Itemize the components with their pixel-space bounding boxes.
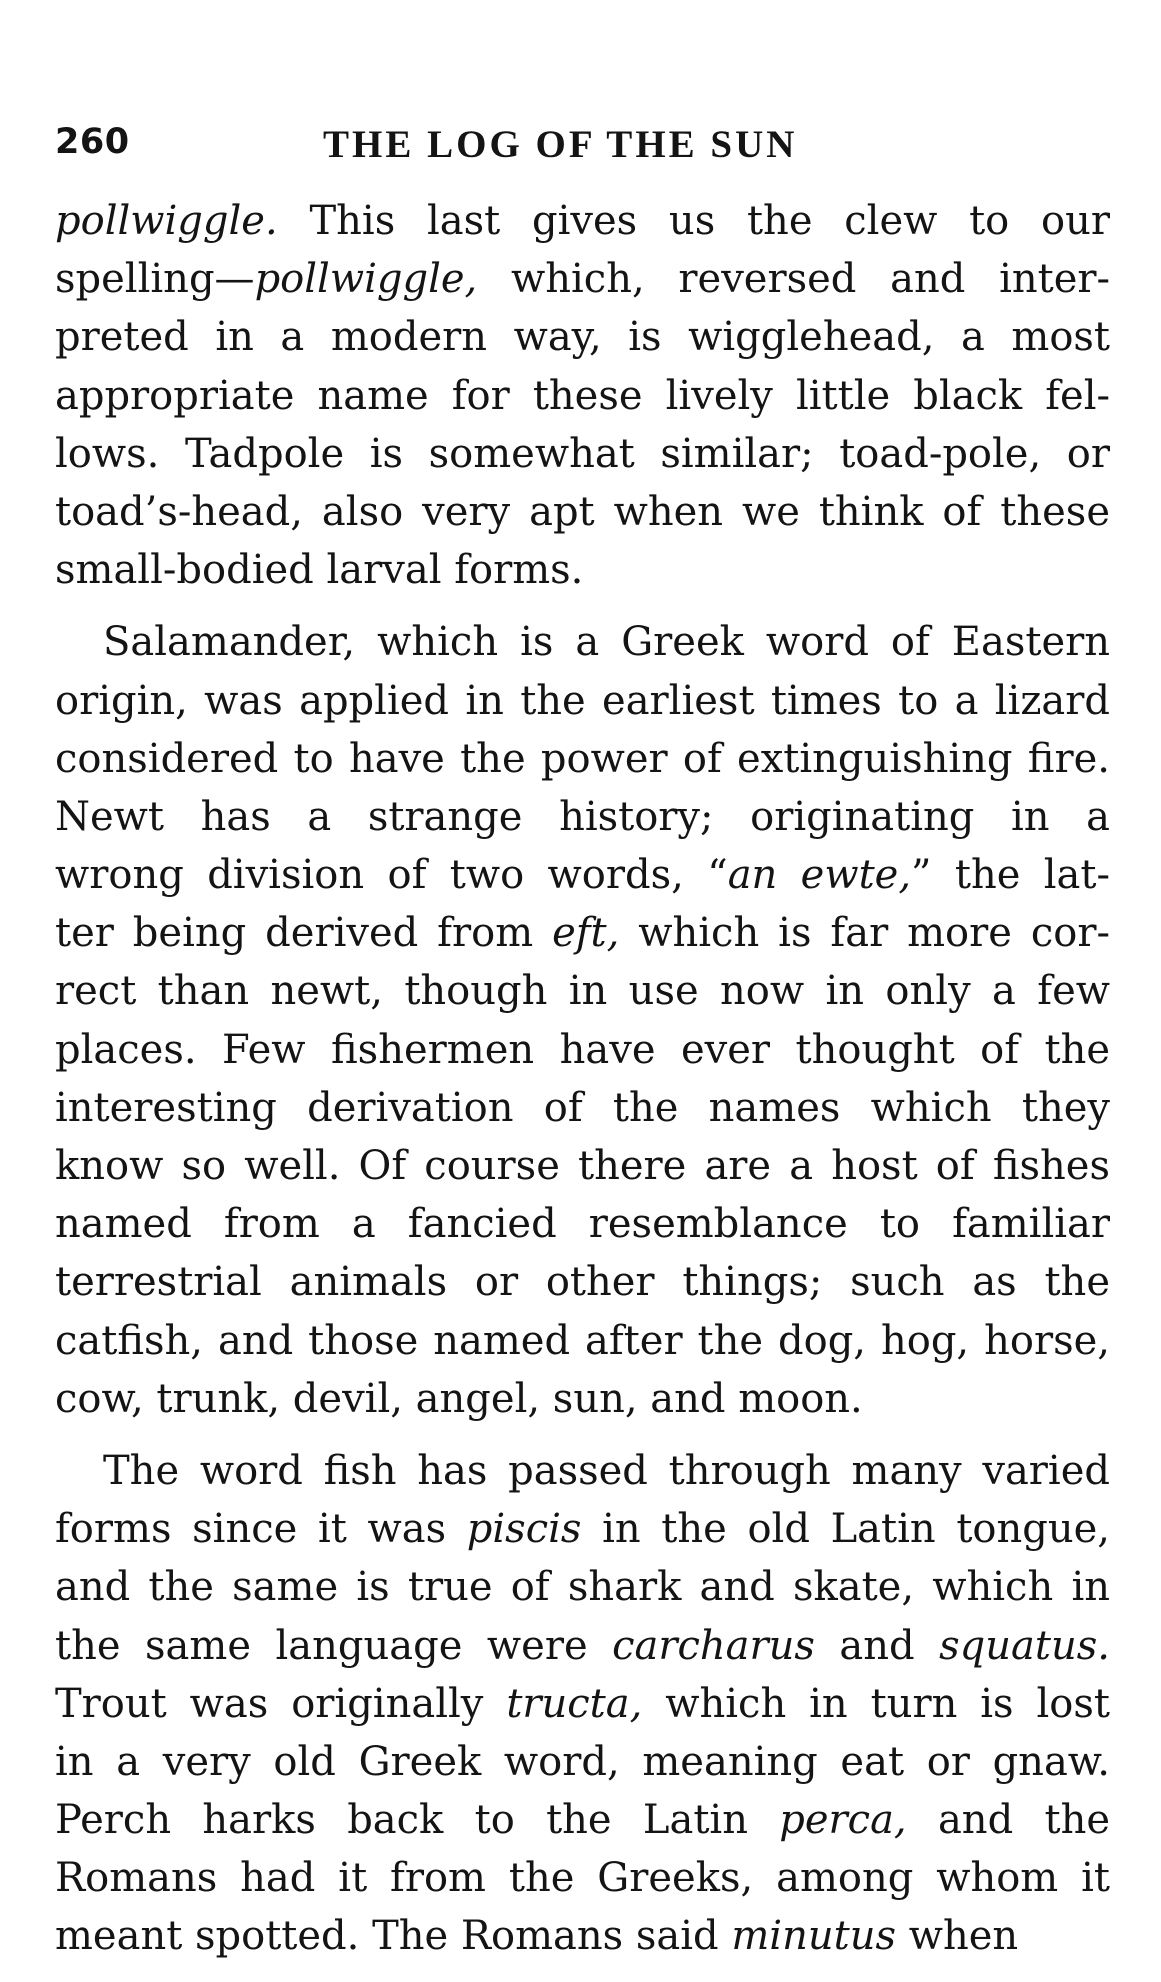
text-line xyxy=(55,1442,1110,1500)
italic-term: eft, xyxy=(552,910,620,957)
text-run: named from a fancied resemblance to familiar xyxy=(55,1201,1110,1248)
text-line xyxy=(55,1137,1110,1195)
italic-term: pollwiggle, xyxy=(254,256,478,303)
text-run: preted in a modern way, is wigglehead, a most xyxy=(55,314,1110,361)
page-header xyxy=(55,122,1105,172)
text-line xyxy=(55,1195,1110,1253)
italic-term: perca, xyxy=(779,1797,907,1844)
text-run: Newt has a strange history; originating in a xyxy=(55,793,1110,840)
text-run: interesting derivation of the names which they xyxy=(55,1084,1110,1131)
paragraph xyxy=(55,192,1110,599)
text-run: Trout was originally xyxy=(55,1680,507,1727)
text-run: This last gives us the clew to our xyxy=(277,198,1110,244)
text-run: appropriate name for these lively little black fel- xyxy=(55,372,1110,419)
text-run: rect than newt, though in use now in only a few xyxy=(55,968,1110,1015)
text-run: considered to have the power of extinguishing fire. xyxy=(55,735,1110,782)
italic-term: pollwiggle. xyxy=(55,198,278,244)
italic-term: minutus xyxy=(731,1913,896,1960)
text-run: wrong division of two words, “ xyxy=(55,852,728,899)
text-line xyxy=(55,1733,1110,1791)
text-line xyxy=(55,367,1110,425)
text-line xyxy=(55,483,1110,541)
text-line xyxy=(55,672,1110,730)
text-line xyxy=(55,1675,1110,1733)
page-number: 260 xyxy=(55,122,130,162)
text-run: the same language were xyxy=(55,1622,613,1669)
text-run: and the xyxy=(906,1797,1110,1844)
body-text xyxy=(55,192,1110,1966)
text-run: ” the lat- xyxy=(911,852,1110,899)
text-run: in a very old Greek word, meaning eat or gnaw. xyxy=(55,1738,1110,1785)
italic-term: an ewte, xyxy=(727,852,912,899)
text-run: catfish, and those named after the dog, hog, horse, xyxy=(55,1317,1110,1364)
text-run: which, reversed and inter- xyxy=(477,256,1110,303)
text-line xyxy=(55,1253,1110,1311)
italic-term: carcharus xyxy=(612,1622,815,1669)
text-line xyxy=(55,425,1110,483)
text-line xyxy=(55,1791,1110,1849)
text-run: Romans had it from the Greeks, among whom it xyxy=(55,1855,1110,1902)
text-run: terrestrial animals or other things; such as the xyxy=(55,1259,1110,1306)
running-title: THE LOG OF THE SUN xyxy=(323,123,798,166)
text-line xyxy=(55,1370,1110,1428)
text-line xyxy=(55,308,1110,366)
text-run: lows. Tadpole is somewhat similar; toad-pole, or xyxy=(55,430,1110,477)
text-run: places. Few fishermen have ever thought of the xyxy=(55,1026,1110,1073)
text-run: The word fish has passed through many varied xyxy=(103,1447,1110,1494)
italic-term: squatus. xyxy=(939,1622,1110,1669)
text-line xyxy=(55,1558,1110,1616)
text-line xyxy=(55,1079,1110,1137)
text-line xyxy=(55,730,1110,788)
text-run: ter being derived from xyxy=(55,910,553,957)
text-run: spelling— xyxy=(55,256,255,303)
text-run: meant spotted. The Romans said xyxy=(55,1913,732,1960)
text-line xyxy=(55,1312,1110,1370)
text-run: in the old Latin tongue, xyxy=(581,1506,1110,1553)
text-run: toad’s-head, also very apt when we think of these xyxy=(55,488,1110,535)
text-run: know so well. Of course there are a host of fishes xyxy=(55,1143,1110,1189)
text-line xyxy=(55,1500,1110,1558)
text-line xyxy=(55,250,1110,308)
text-line xyxy=(55,1617,1110,1675)
text-line xyxy=(55,1849,1110,1907)
text-run: which is far more cor- xyxy=(619,910,1110,957)
text-line xyxy=(55,846,1110,904)
text-run: cow, trunk, devil, angel, sun, and moon. xyxy=(55,1375,863,1422)
text-line xyxy=(55,192,1110,250)
text-run: Perch harks back to the Latin xyxy=(55,1797,780,1844)
text-line xyxy=(55,613,1110,671)
paragraph xyxy=(55,1442,1110,1966)
text-run: which in turn is lost xyxy=(642,1680,1110,1727)
text-run: small-bodied larval forms. xyxy=(55,547,584,594)
text-run: and the same is true of shark and skate, which in xyxy=(55,1564,1110,1611)
italic-term: piscis xyxy=(466,1506,582,1553)
text-run: origin, was applied in the earliest times to a lizard xyxy=(55,677,1110,724)
text-run: Salamander, which is a Greek word of Eastern xyxy=(103,619,1110,666)
text-line xyxy=(55,962,1110,1020)
paragraph xyxy=(55,613,1110,1428)
text-line xyxy=(55,1907,1110,1965)
text-line xyxy=(55,788,1110,846)
text-run: when xyxy=(895,1913,1019,1960)
text-line xyxy=(55,904,1110,962)
text-line xyxy=(55,541,1110,599)
text-run: and xyxy=(814,1622,940,1669)
text-line xyxy=(55,1021,1110,1079)
italic-term: tructa, xyxy=(506,1680,643,1727)
text-run: forms since it was xyxy=(55,1506,467,1553)
